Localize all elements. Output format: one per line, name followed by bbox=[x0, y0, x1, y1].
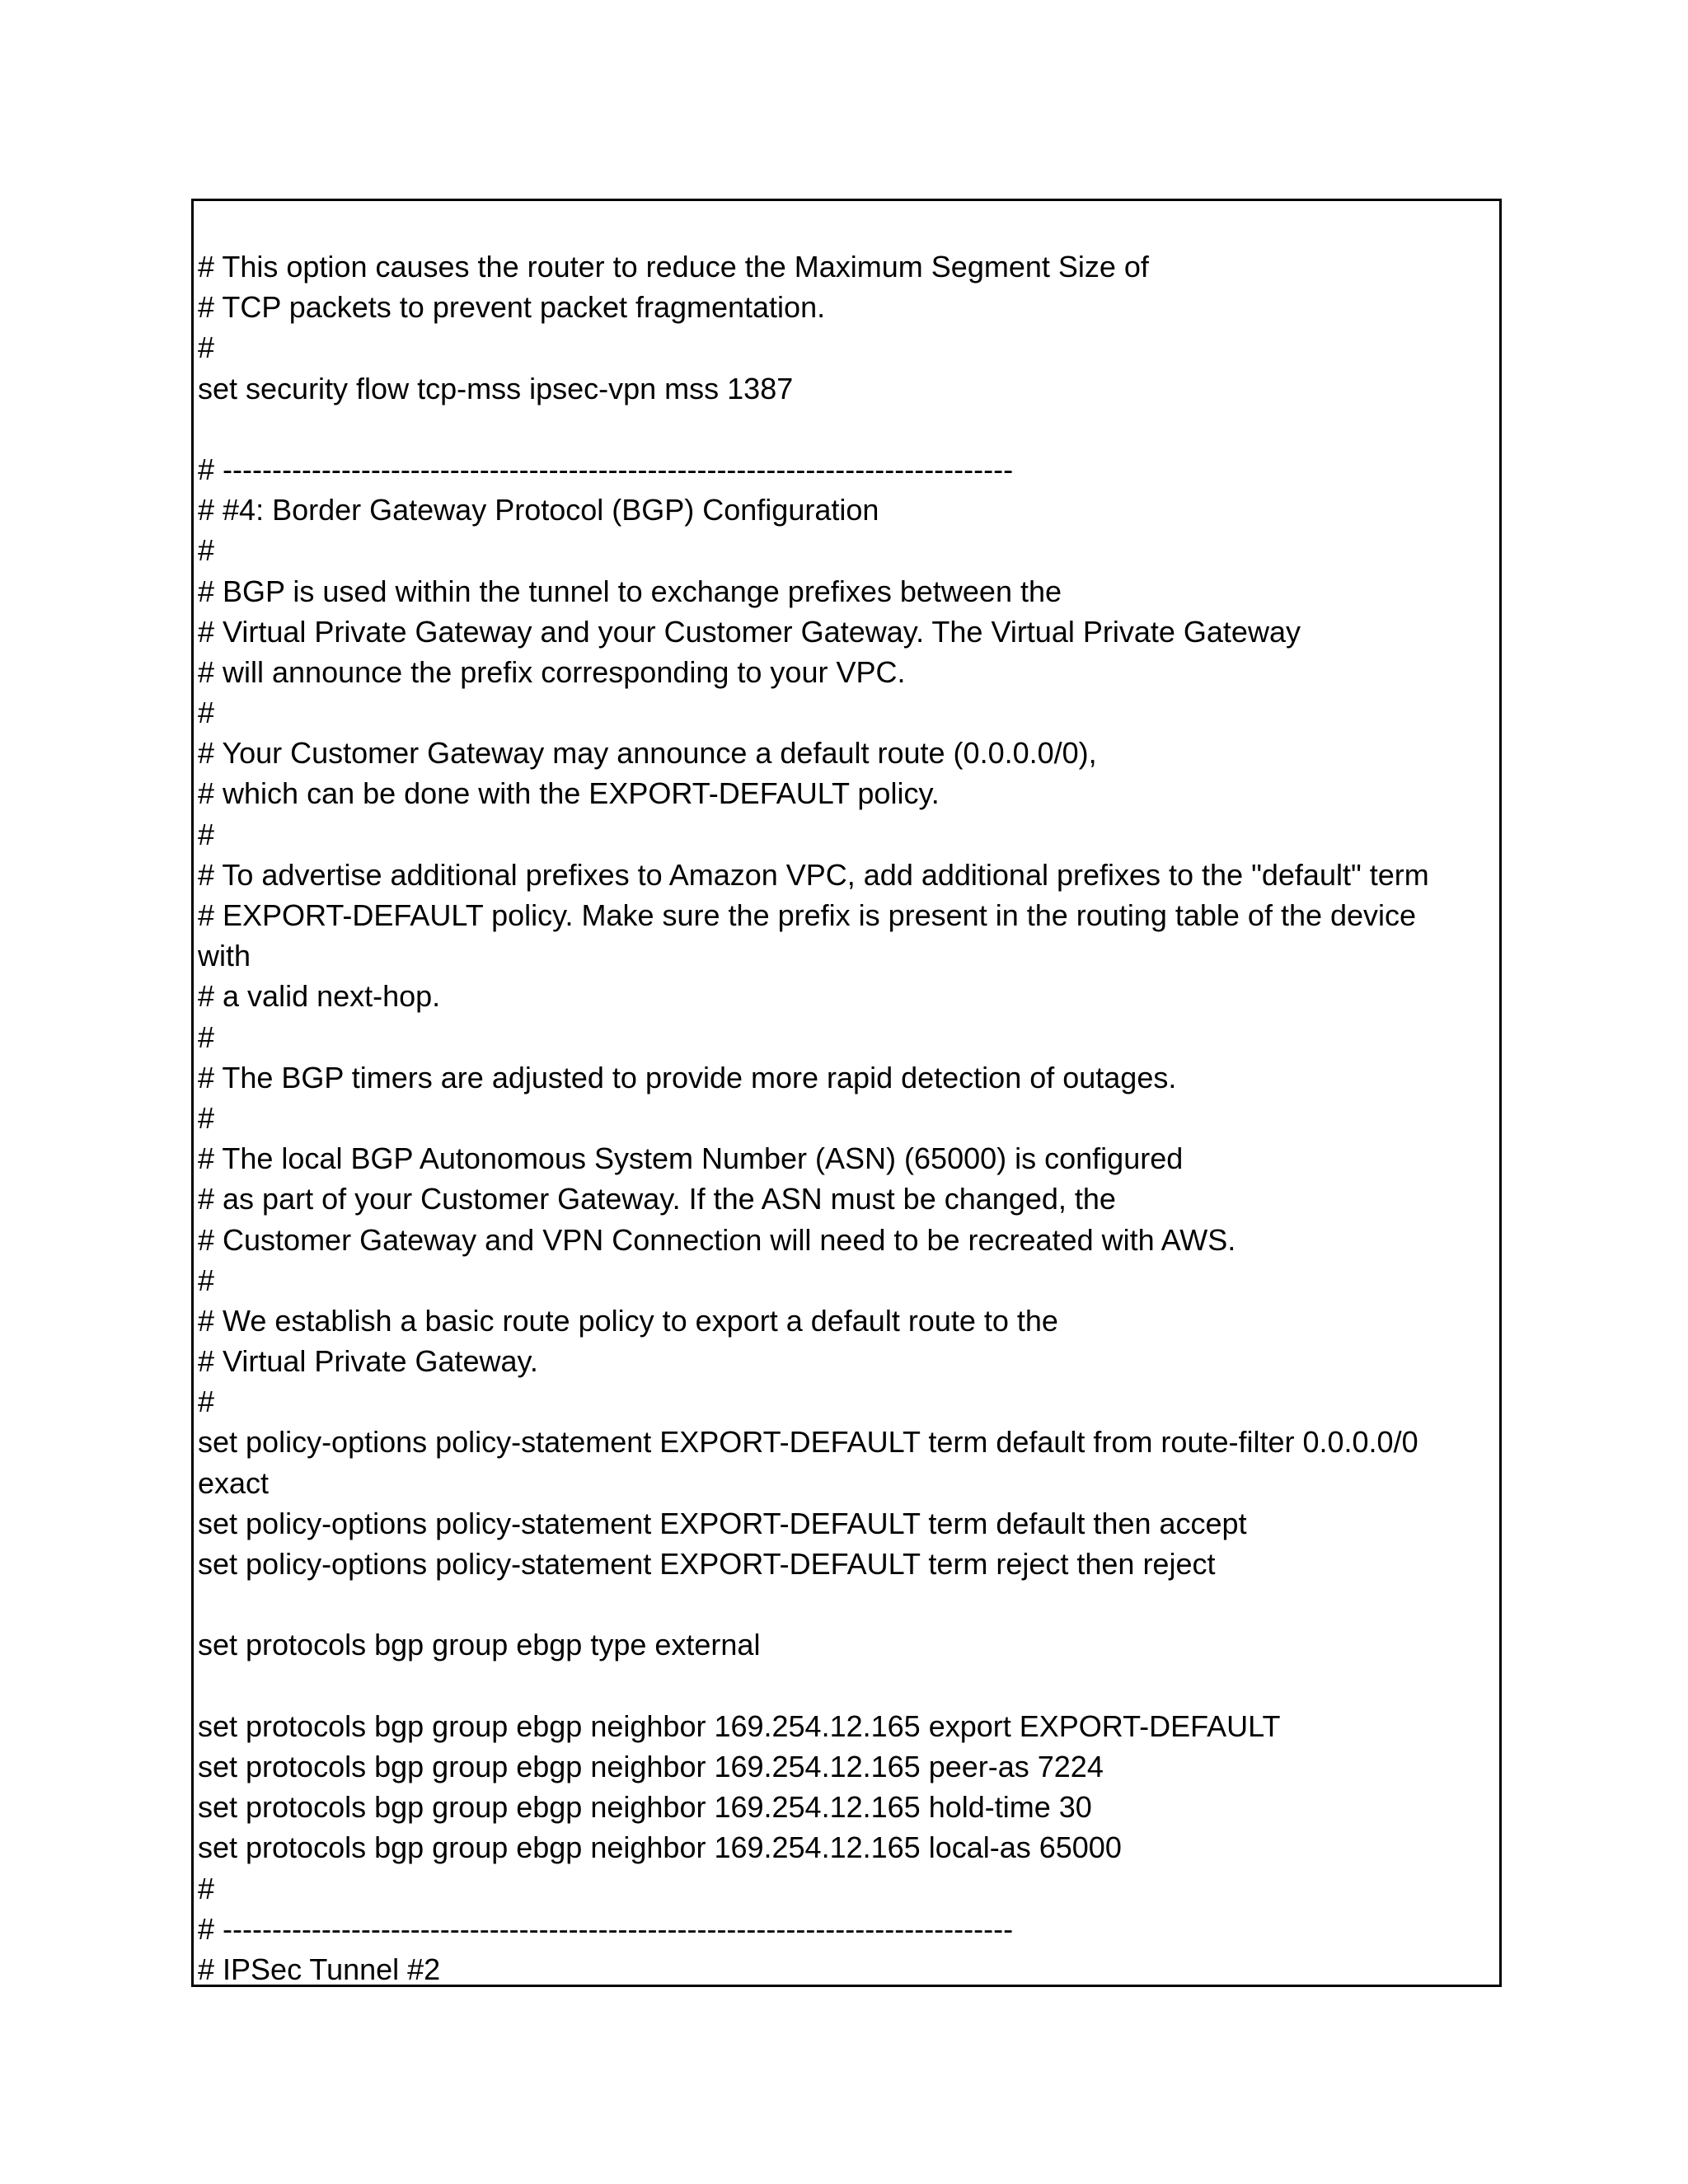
config-line: # bbox=[198, 696, 215, 730]
config-line: # EXPORT-DEFAULT policy. Make sure the prefix is present in the routing table of the device bbox=[198, 898, 1417, 932]
config-line: set protocols bgp group ebgp neighbor 169.254.12.165 local-as 65000 bbox=[198, 1830, 1122, 1865]
config-line: # bbox=[198, 1871, 215, 1905]
config-line: set policy-options policy-statement EXPORT-DEFAULT term reject then reject bbox=[198, 1547, 1216, 1581]
config-line: # Your Customer Gateway may announce a default route (0.0.0.0/0), bbox=[198, 736, 1097, 771]
config-line: set policy-options policy-statement EXPORT-DEFAULT term default from route-filter 0.0.0.0/0 bbox=[198, 1425, 1418, 1460]
config-line: # To advertise additional prefixes to Amazon VPC, add additional prefixes to the "default" term bbox=[198, 857, 1429, 892]
config-line: # #4: Border Gateway Protocol (BGP) Configuration bbox=[198, 493, 879, 527]
config-line: # bbox=[198, 817, 215, 851]
config-line: # will announce the prefix corresponding to your VPC. bbox=[198, 654, 906, 689]
config-line: set protocols bgp group ebgp type external bbox=[198, 1628, 761, 1662]
config-line: # bbox=[198, 1100, 215, 1135]
config-line: # -------------------------------------------------------------------------------- bbox=[198, 452, 1014, 486]
config-line: set protocols bgp group ebgp neighbor 169.254.12.165 hold-time 30 bbox=[198, 1790, 1092, 1825]
config-line: # IPSec Tunnel #2 bbox=[198, 1952, 441, 1986]
config-line: # bbox=[198, 533, 215, 568]
config-line: # BGP is used within the tunnel to exchange prefixes between the bbox=[198, 574, 1062, 608]
config-line: # bbox=[198, 1263, 215, 1297]
config-line: # a valid next-hop. bbox=[198, 979, 441, 1014]
config-line: # Virtual Private Gateway. bbox=[198, 1344, 538, 1379]
config-line: # bbox=[198, 1019, 215, 1054]
config-line: # Customer Gateway and VPN Connection will need to be recreated with AWS. bbox=[198, 1222, 1236, 1257]
config-line: # The BGP timers are adjusted to provide more rapid detection of outages. bbox=[198, 1060, 1177, 1094]
config-line: set security flow tcp-mss ipsec-vpn mss 1387 bbox=[198, 371, 794, 405]
config-line: set policy-options policy-statement EXPORT-DEFAULT term default then accept bbox=[198, 1506, 1247, 1540]
config-line: # The local BGP Autonomous System Number (ASN) (65000) is configured bbox=[198, 1141, 1184, 1176]
config-line: # bbox=[198, 1385, 215, 1419]
config-line: # bbox=[198, 330, 215, 365]
config-line: # as part of your Customer Gateway. If the ASN must be changed, the bbox=[198, 1182, 1116, 1216]
config-line: # TCP packets to prevent packet fragmentation. bbox=[198, 290, 826, 325]
config-lines bbox=[198, 246, 1497, 1990]
config-line: set protocols bgp group ebgp neighbor 169.254.12.165 export EXPORT-DEFAULT bbox=[198, 1708, 1281, 1743]
config-line bbox=[198, 409, 1497, 449]
config-line: # Virtual Private Gateway and your Customer Gateway. The Virtual Private Gateway bbox=[198, 614, 1301, 649]
config-line: # This option causes the router to reduce the Maximum Segment Size of bbox=[198, 250, 1149, 284]
config-line: exact bbox=[198, 1465, 270, 1500]
config-line: # We establish a basic route policy to export a default route to the bbox=[198, 1303, 1058, 1338]
config-line bbox=[198, 1666, 1497, 1706]
config-line: # which can be done with the EXPORT-DEFAULT policy. bbox=[198, 776, 940, 811]
config-line: with bbox=[198, 939, 251, 973]
config-line: # -------------------------------------------------------------------------------- bbox=[198, 1911, 1014, 1946]
config-line: set protocols bgp group ebgp neighbor 169.254.12.165 peer-as 7224 bbox=[198, 1749, 1104, 1783]
config-line bbox=[198, 1584, 1497, 1624]
